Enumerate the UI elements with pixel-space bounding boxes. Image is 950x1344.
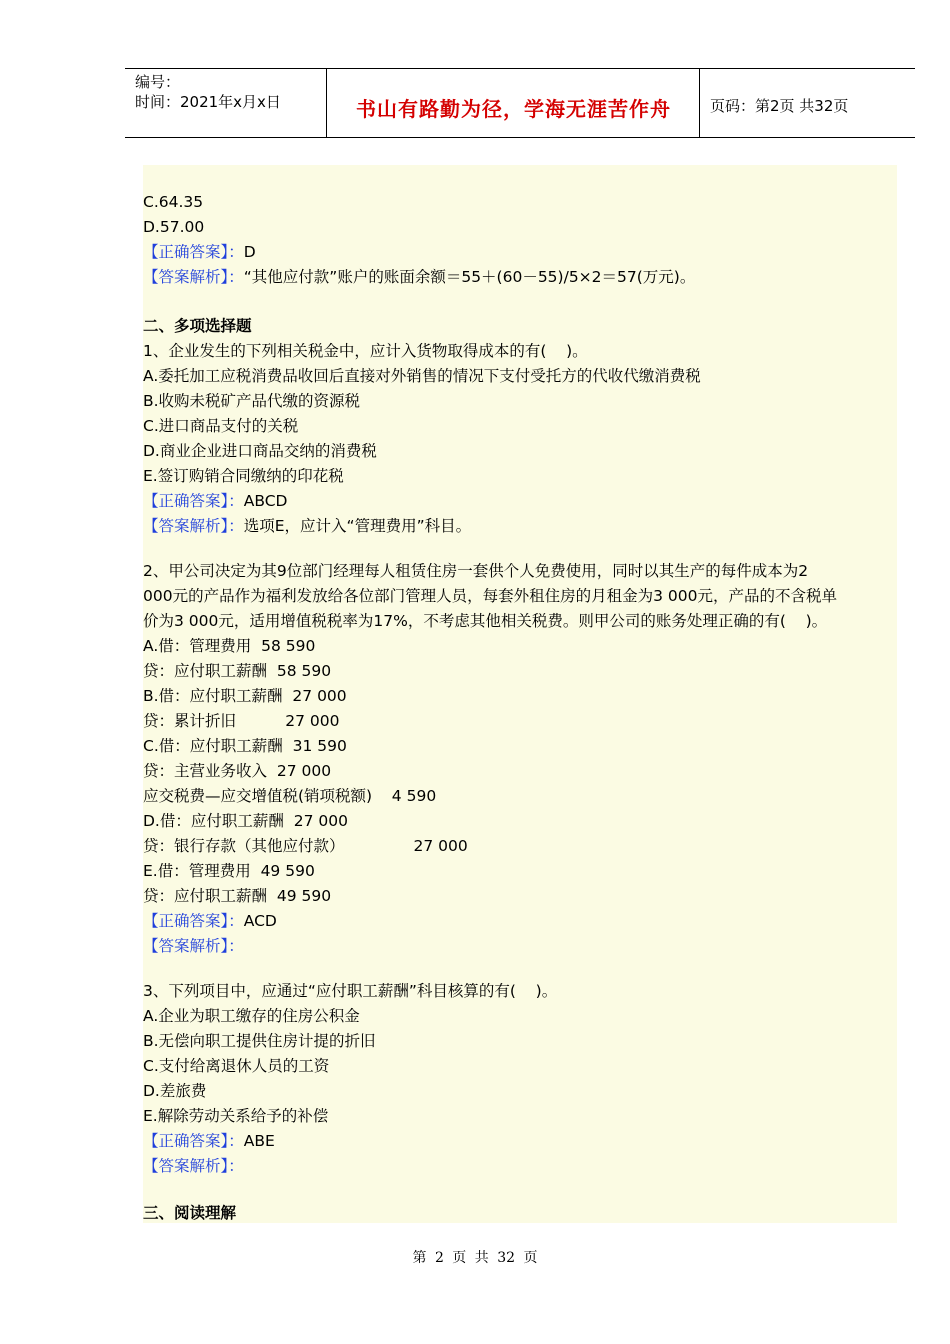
text-line: B.收购未税矿产品代缴的资源税 xyxy=(143,392,361,410)
page-header xyxy=(125,68,915,138)
text-line: 价为3 000元，适用增值税税率为17%，不考虑其他相关税费。则甲公司的账务处理正确的有( )。 xyxy=(143,612,828,630)
text-line: A.企业为职工缴存的住房公积金 xyxy=(143,1007,360,1025)
text-line: C.支付给离退休人员的工资 xyxy=(143,1057,330,1075)
header-left-cell xyxy=(125,69,327,137)
text-line: D.借：应付职工薪酬 27 000 xyxy=(143,812,348,830)
text-line: E.借：管理费用 49 590 xyxy=(143,862,315,880)
answer-value: “其他应付款”账户的账面余额＝55＋(60－55)/5×2＝57(万元)。 xyxy=(243,268,696,286)
header-right-cell xyxy=(700,69,915,137)
answer-label: 【答案解析】： xyxy=(143,268,244,286)
answer-value: ABE xyxy=(243,1132,275,1150)
answer-value: ACD xyxy=(243,912,277,930)
document-number-label: 编号： xyxy=(135,73,181,91)
text-line: 000元的产品作为福利发放给各位部门管理人员，每套外租住房的月租金为3 000元，产品的不含税单 xyxy=(143,587,837,605)
header-center-cell xyxy=(327,69,700,137)
answer-label: 【答案解析】： xyxy=(143,937,244,955)
text-line: A.借：管理费用 58 590 xyxy=(143,637,316,655)
text-line: 贷：应付职工薪酬 49 590 xyxy=(143,887,332,905)
text-line: 3、下列项目中，应通过“应付职工薪酬”科目核算的有( )。 xyxy=(143,982,558,1000)
answer-line xyxy=(143,267,695,287)
text-line: A.委托加工应税消费品收回后直接对外销售的情况下支付受托方的代收代缴消费税 xyxy=(143,367,701,385)
text-line: 应交税费—应交增值税(销项税额) 4 590 xyxy=(143,787,437,805)
answer-label: 【正确答案】： xyxy=(143,912,244,930)
answer-line xyxy=(143,242,256,262)
text-line: B.借：应付职工薪酬 27 000 xyxy=(143,687,347,705)
text-line: 1、企业发生的下列相关税金中，应计入货物取得成本的有( )。 xyxy=(143,342,588,360)
section-heading: 二、多项选择题 xyxy=(143,317,252,335)
text-line: D.57.00 xyxy=(143,218,205,236)
answer-value: D xyxy=(243,243,256,261)
answer-label: 【正确答案】： xyxy=(143,492,244,510)
text-line: E.签订购销合同缴纳的印花税 xyxy=(143,467,344,485)
text-line: C.进口商品支付的关税 xyxy=(143,417,299,435)
text-line: 贷：银行存款（其他应付款） 27 000 xyxy=(143,837,468,855)
answer-line xyxy=(143,1131,275,1151)
answer-line xyxy=(143,936,244,956)
document-time-label: 时间：2021年x月x日 xyxy=(135,93,281,111)
text-line: C.借：应付职工薪酬 31 590 xyxy=(143,737,347,755)
text-line: 2、甲公司决定为其9位部门经理每人租赁住房一套供个人免费使用，同时以其生产的每件成本为2 xyxy=(143,562,809,580)
text-line: 贷：累计折旧 27 000 xyxy=(143,712,340,730)
answer-line xyxy=(143,516,471,536)
answer-line xyxy=(143,491,288,511)
answer-line xyxy=(143,911,277,931)
header-page-info: 页码：第2页 共32页 xyxy=(710,97,849,115)
text-line: D.差旅费 xyxy=(143,1082,207,1100)
answer-label: 【正确答案】： xyxy=(143,243,244,261)
answer-label: 【答案解析】： xyxy=(143,1157,244,1175)
answer-label: 【正确答案】： xyxy=(143,1132,244,1150)
text-line: D.商业企业进口商品交纳的消费税 xyxy=(143,442,377,460)
header-motto: 书山有路勤为径，学海无涯苦作舟 xyxy=(356,97,671,121)
text-line: C.64.35 xyxy=(143,193,204,211)
text-line: E.解除劳动关系给予的补偿 xyxy=(143,1107,329,1125)
answer-value: 选项E，应计入“管理费用”科目。 xyxy=(243,517,472,535)
answer-value: ABCD xyxy=(243,492,288,510)
document-body xyxy=(143,165,897,1223)
text-line: 贷：应付职工薪酬 58 590 xyxy=(143,662,332,680)
section-heading: 三、阅读理解 xyxy=(143,1204,237,1222)
answer-line xyxy=(143,1156,244,1176)
text-line: B.无偿向职工提供住房计提的折旧 xyxy=(143,1032,376,1050)
text-line: 贷：主营业务收入 27 000 xyxy=(143,762,332,780)
answer-label: 【答案解析】： xyxy=(143,517,244,535)
page-footer: 第 2 页 共 32 页 xyxy=(412,1250,538,1266)
